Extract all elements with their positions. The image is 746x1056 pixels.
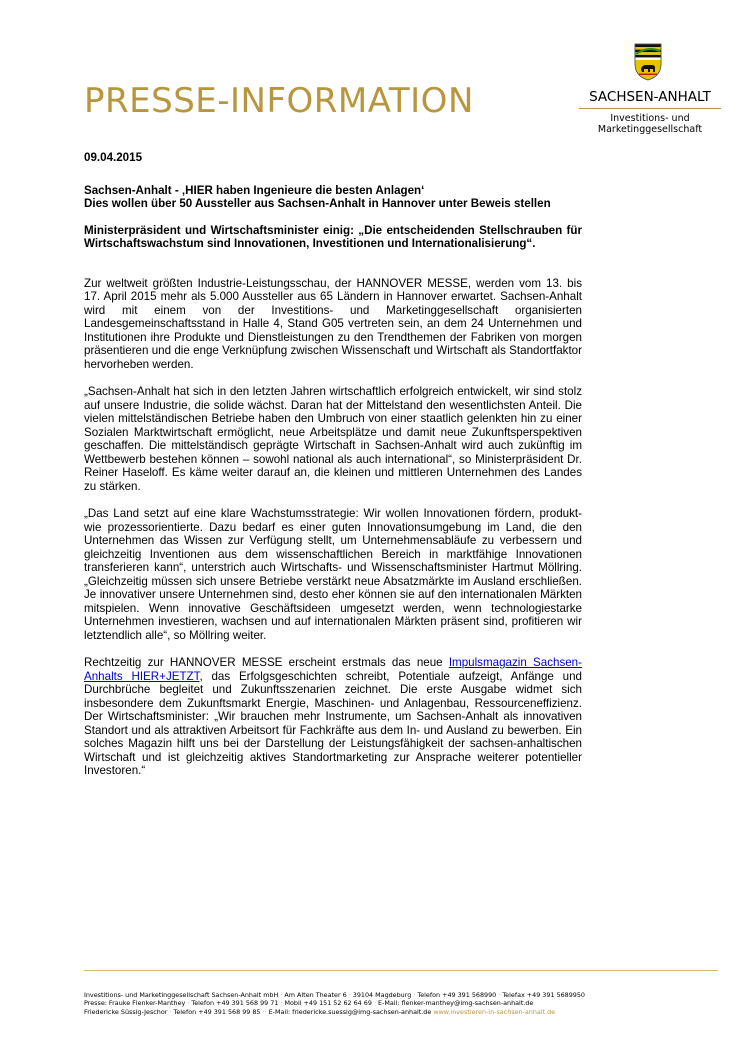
subheadline: Ministerpräsident und Wirtschaftsminister einig: „Die entscheidenden Stellschrauben für Wirtschaftswachstum sind Innovationen, Investitionen und Internationalisierung“.: [84, 223, 582, 250]
logo: [575, 42, 725, 142]
footer-city: 39104 Magdeburg: [350, 991, 414, 999]
footer: [84, 991, 718, 1016]
footer-line-3: [84, 1008, 718, 1016]
coat-of-arms-icon: [633, 42, 663, 82]
footer-divider: [84, 970, 718, 971]
footer-press-contact: Presse: Frauke Flenker-Manthey: [84, 999, 188, 1008]
footer-press-phone: Telefon +49 391 568 99 71: [189, 999, 281, 1008]
logo-subtitle: [577, 113, 723, 135]
logo-subtitle-line-2: Marketinggesellschaft: [597, 124, 703, 135]
footer-press-mobile: Mobil +49 151 52 62 64 69: [282, 999, 374, 1008]
press-release-body: [84, 151, 582, 792]
footer-website-link[interactable]: www.investieren-in-sachsen-anhalt.de: [433, 1007, 556, 1016]
headline-line-2: Dies wollen über 50 Aussteller aus Sachsen-Anhalt in Hannover unter Beweis stellen: [84, 197, 551, 210]
headline: [84, 184, 582, 211]
page-title: PRESSE-INFORMATION: [84, 81, 474, 121]
paragraph-4-intro: Rechtzeitig zur HANNOVER MESSE erscheint erstmals das neue: [84, 656, 449, 669]
separator-dot: ·: [264, 1007, 267, 1016]
footer-fax: Telefax +49 391 5689950: [500, 991, 586, 999]
paragraph-3: „Das Land setzt auf eine klare Wachstumsstrategie: Wir wollen Innovationen fördern, produkt- wie prozessorientierte. Dazu bedarf es einer guten Innovationsumgebung im Land, die den Unternehmen das Wissen zur Verfügung stellt, um Unternehmensabläufe zu verbessern und gleichzeitig Inventionen aus dem wissenschaftlichen Bereich in marktfähige Innovationen transferieren kann“, unterstrich auch Wirtschafts- und Wissenschaftsminister Hartmut Möllring.„Gleichzeitig müssen sich unsere Betriebe verstärkt neue Absatzmärkte im Ausland erschließen. Je innovativer unsere Unternehmen sind, desto eher können sie auf den internationalen Märkten mitspielen. Wenn innovative Geschäftsideen umgesetzt werden, wenn technologiestarke Unternehmen investieren, wachsen und auf internationalen Märkten präsent sind, profitieren wir letztendlich alle“, so Möllring weiter.: [84, 507, 582, 642]
separator-dot: ·: [169, 1007, 172, 1016]
footer-street: Am Alten Theater 6: [282, 991, 349, 999]
footer-line-2: [84, 999, 718, 1007]
paragraph-4: [84, 656, 582, 778]
footer-contact-2-email: E-Mail: friedericke.suessig@img-sachsen-anhalt.de: [266, 1007, 434, 1016]
footer-contact-2-phone: Telefon +49 391 568 99 85: [171, 1007, 263, 1016]
separator-dot: ·: [187, 999, 190, 1008]
separator-dot: ·: [280, 999, 283, 1008]
separator-dot: ·: [280, 991, 283, 999]
footer-contact-2: Friedericke Süssig-Jeschor: [84, 1007, 170, 1016]
paragraph-4-rest: , das Erfolgsgeschichten schreibt, Potentiale aufzeigt, Anfänge und Durchbrüche begleitet und Zukunftsszenarien zeichnet. Die erste Ausgabe widmet sich insbesondere dem Zukunftsmarkt Energie, Maschinen- und Anlagenbau, Ressourceneffizienz. Der Wirtschaftsminister: „Wir brauchen mehr Instrumente, um Sachsen-Anhalt als innovativen Standort und als attraktiven Arbeitsort für Fachkräfte aus dem In- und Ausland zu bewerben. Ein solches Magazin hilft uns bei der Darstellung der Leistungsfähigkeit der sachsen-anhaltischen Wirtschaft und ist gleichzeitig aktives Standortmarketing zur Ansprache weiterer potentieller Investoren.“: [84, 669, 582, 777]
footer-press-email: E-Mail: flenker-manthey@img-sachsen-anhalt.de: [376, 999, 534, 1008]
separator-dot: ·: [413, 991, 416, 999]
footer-phone: Telefon +49 391 568990: [415, 991, 499, 999]
release-date: 09.04.2015: [84, 151, 143, 164]
footer-company: Investitions- und Marketinggesellschaft Sachsen-Anhalt mbH: [84, 991, 281, 999]
separator-dot: ·: [348, 991, 351, 999]
impulsmagazin-link[interactable]: Impulsmagazin Sachsen-Anhalts HIER+JETZT: [84, 656, 582, 683]
headline-line-1: Sachsen-Anhalt - ‚HIER haben Ingenieure die besten Anlagen‘: [84, 183, 425, 197]
paragraph-2: „Sachsen-Anhalt hat sich in den letzten Jahren wirtschaftlich erfolgreich entwickelt, wir sind stolz auf unsere Industrie, die solide wächst. Daran hat der Mittelstand den wesentlichsten Anteil. Die vielen mittelständischen Betriebe haben den Umbruch von einer staatlich gelenkten hin zu einer Sozialen Marktwirtschaft ermöglicht, neue Arbeitsplätze und damit neue Zukunftsperspektiven geschaffen. Die mittelständisch geprägte Wirtschaft in Sachsen-Anhalt wird auch zukünftig im Wettbewerb bestehen können – sowohl national als auch international“, so Ministerpräsident Dr. Reiner Haseloff. Es käme weiter darauf an, die kleinen und mittleren Unternehmen des Landes zu stärken.: [84, 385, 582, 493]
footer-line-1: [84, 991, 718, 999]
separator-dot: ·: [373, 999, 376, 1008]
logo-name: SACHSEN-ANHALT: [589, 89, 711, 105]
separator-dot: ·: [262, 1007, 265, 1016]
separator-dot: ·: [498, 991, 501, 999]
logo-divider: [579, 108, 721, 109]
logo-subtitle-line-1: Investitions- und: [610, 113, 690, 124]
paragraph-1: Zur weltweit größten Industrie-Leistungsschau, der HANNOVER MESSE, werden vom 13. bis 17. April 2015 mehr als 5.000 Aussteller aus 65 Ländern in Hannover erwartet. Sachsen-Anhalt wird mit einem von der Investitions- und Marketinggesellschaft organisierten Landesgemeinschaftsstand in Halle 4, Stand G05 vertreten sein, an dem 24 Unternehmen und Institutionen ihre Produkte und Dienstleistungen zu den Trendthemen der Fabriken von morgen präsentieren und die enge Verknüpfung zwischen Wissenschaft und Wirtschaft als Standortfaktor hervorheben werden.: [84, 276, 582, 371]
